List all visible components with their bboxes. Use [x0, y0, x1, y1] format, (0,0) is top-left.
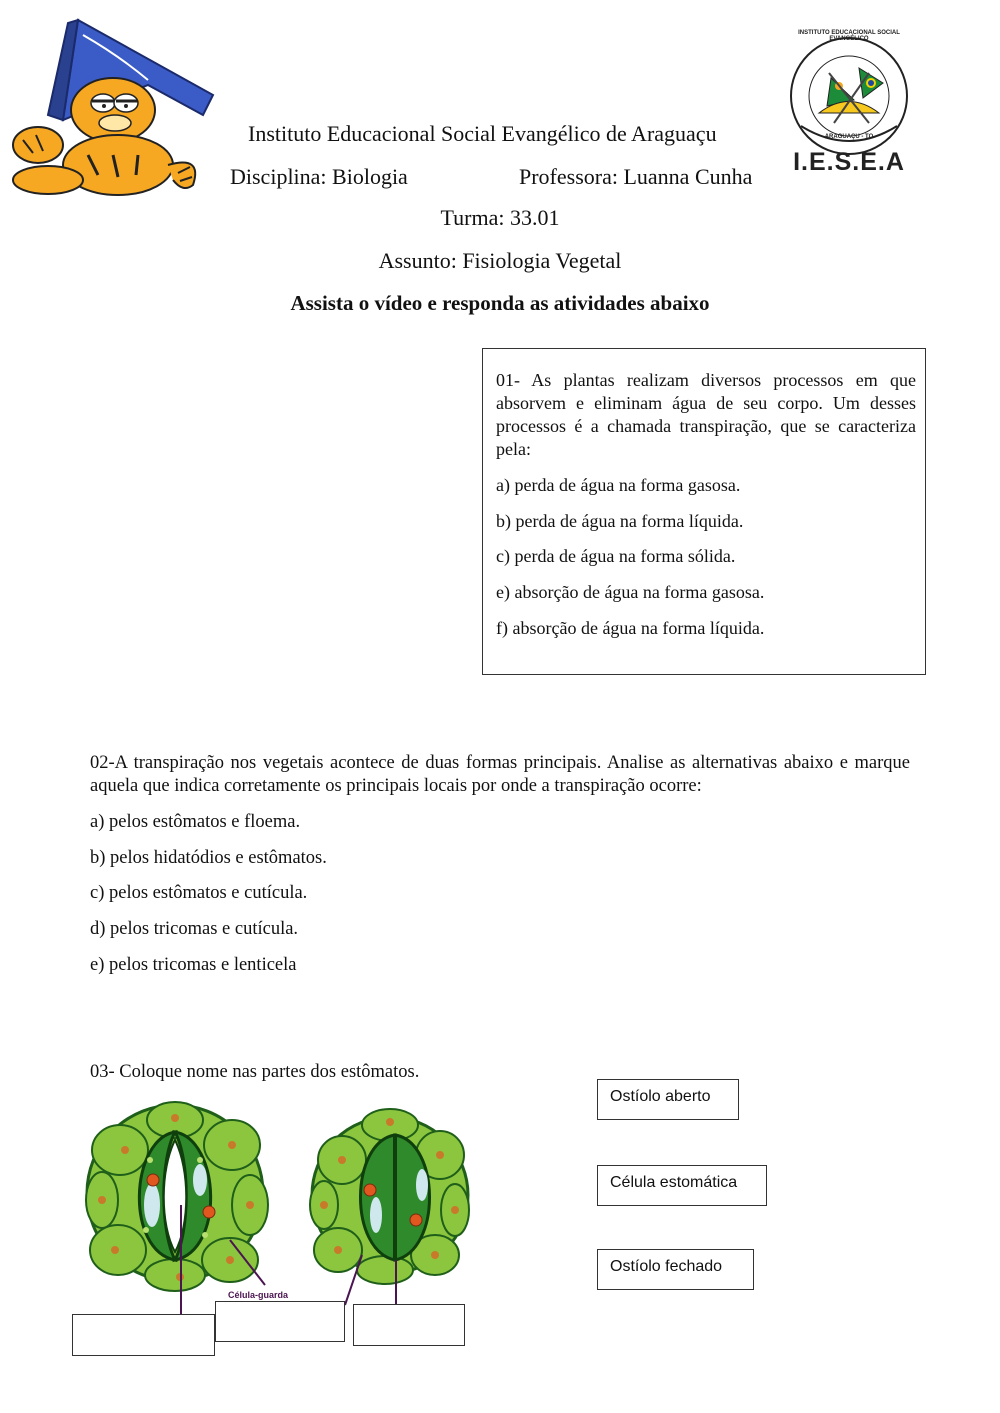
question1-box	[482, 348, 926, 675]
drag-label-open-ostiole[interactable]: Ostíolo aberto	[597, 1079, 739, 1120]
question1-text: 01- As plantas realizam diversos processos em que absorvem e eliminam água de seu corpo. Um desses processos é a chamada transpiração, que se caracteriza pela:	[496, 370, 916, 459]
closed-stoma-illustration	[310, 1109, 469, 1305]
open-stoma-illustration	[86, 1102, 268, 1315]
question1-option[interactable]: c) perda de água na forma sólida.	[496, 546, 736, 566]
logo-city-text: ARAGUAÇU - TO	[824, 134, 874, 140]
institution-name: Instituto Educacional Social Evangélico de Araguaçu	[248, 121, 717, 146]
question1-option[interactable]: b) perda de água na forma líquida.	[496, 511, 744, 531]
drag-label-closed-ostiole[interactable]: Ostíolo fechado	[597, 1249, 754, 1290]
drag-label-stomatal-cell[interactable]: Célula estomática	[597, 1165, 767, 1206]
question2-option[interactable]: a) pelos estômatos e floema.	[90, 812, 301, 832]
question3-text: 03- Coloque nome nas partes dos estômatos.	[90, 1062, 420, 1082]
logo-arc-text: INSTITUTO EDUCACIONAL SOCIAL EVANGÉLICO	[798, 30, 900, 42]
discipline: Disciplina: Biologia	[230, 164, 408, 189]
garfield-book-illustration	[8, 15, 218, 200]
question1-option[interactable]: a) perda de água na forma gasosa.	[496, 475, 741, 495]
guard-cell-label: Célula-guarda	[228, 1290, 289, 1300]
question1-option[interactable]: f) absorção de água na forma líquida.	[496, 618, 765, 638]
question2-option[interactable]: c) pelos estômatos e cutícula.	[90, 883, 308, 903]
question2-option[interactable]: d) pelos tricomas e cutícula.	[90, 919, 299, 939]
logo-acronym: I.E.S.E.A	[793, 148, 905, 176]
class-number: Turma: 33.01	[440, 205, 560, 230]
question2-option[interactable]: e) pelos tricomas e lenticela	[90, 955, 297, 975]
instruction: Assista o vídeo e responda as atividades abaixo	[290, 291, 710, 315]
question1-option[interactable]: e) absorção de água na forma gasosa.	[496, 582, 765, 602]
answer-blank-2[interactable]	[215, 1301, 345, 1342]
answer-blank-1[interactable]	[72, 1314, 215, 1356]
subject: Assunto: Fisiologia Vegetal	[378, 248, 622, 273]
question2-option[interactable]: b) pelos hidatódios e estômatos.	[90, 848, 327, 868]
stomata-diagram	[80, 1100, 480, 1315]
answer-blank-3[interactable]	[353, 1304, 465, 1346]
question2-text: 02-A transpiração nos vegetais acontece de duas formas principais. Analise as alternativas abaixo e marque aquela que indica corretamente os principais locais por onde a transpiração ocorre:	[90, 753, 910, 796]
school-logo	[779, 28, 919, 186]
teacher: Professora: Luanna Cunha	[519, 164, 753, 189]
